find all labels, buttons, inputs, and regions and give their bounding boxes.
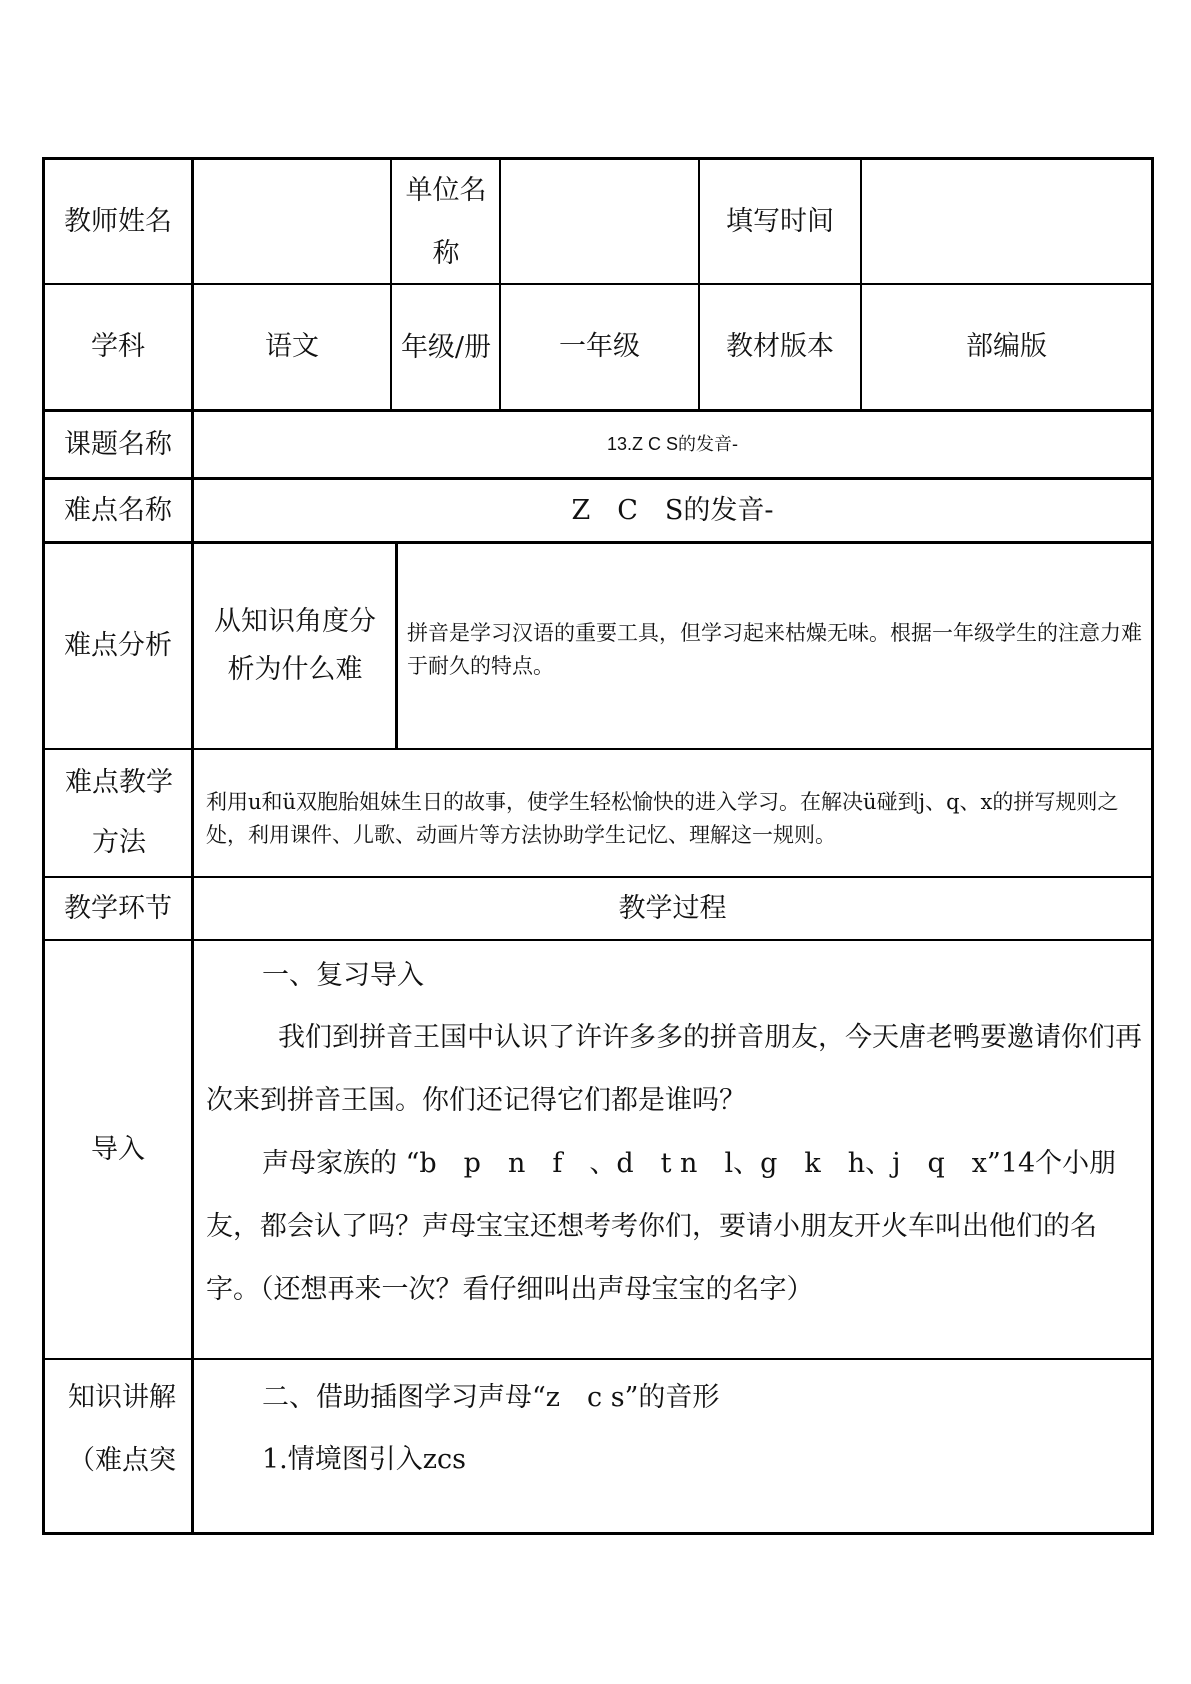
textbook-value: 部编版 (966, 331, 1047, 363)
unit-name-value (501, 160, 698, 283)
topic-value: 13.Z C S的发音- (606, 434, 739, 455)
fill-date-value (862, 160, 1151, 283)
intro-paragraph-2: 声母家族的 “b p n f 、d t n l、g k h、j q x”14个小朋友，都会认了吗？声母宝宝还想考考你们，要请小朋友开火车叫出他们的名字。（还想再来一次？看仔细叫出声母宝宝的名字） (206, 1148, 1117, 1305)
knowledge-label: 知识讲解（难点突 (68, 1382, 176, 1476)
grade-label: 年级/册 (400, 331, 492, 363)
row-sep-5 (42, 748, 1154, 750)
knowledge-item-1: 1.情境图引入zcs (262, 1444, 466, 1475)
intro-heading: 一、复习导入 (262, 960, 424, 991)
subject-value: 语文 (265, 331, 319, 363)
fill-date-label: 填写时间 (726, 205, 834, 237)
teacher-name-label: 教师姓名 (64, 205, 172, 237)
analysis-text: 拼音是学习汉语的重要工具，但学习起来枯燥无味。根据一年级学生的注意力难于耐久的特点。 (407, 621, 1142, 678)
difficulty-label: 难点名称 (64, 494, 172, 526)
teacher-name-value (194, 160, 390, 283)
grade-value: 一年级 (559, 331, 640, 363)
row-sep-7 (42, 939, 1154, 941)
border-right (1151, 157, 1154, 1535)
border-bottom (42, 1532, 1154, 1535)
method-text: 利用u和ü双胞胎姐妹生日的故事，使学生轻松愉快的进入学习。在解决ü碰到j、q、x的拼写规则之处，利用课件、儿歌、动画片等方法协助学生记忆、理解这一规则。 (206, 790, 1119, 847)
method-label: 难点教学方法 (65, 767, 173, 858)
analysis-sub-label: 从知识角度分析为什么难 (214, 606, 376, 685)
textbook-label: 教材版本 (726, 331, 834, 363)
analysis-label: 难点分析 (64, 630, 172, 662)
difficulty-value: Z C S的发音- (571, 494, 774, 526)
process-label: 教学环节 (64, 892, 172, 924)
knowledge-heading: 二、借助插图学习声母“z c s”的音形 (262, 1382, 720, 1413)
subject-label: 学科 (91, 331, 145, 363)
unit-name-label: 单位名称 (405, 174, 487, 269)
topic-label: 课题名称 (64, 428, 172, 460)
intro-paragraph-1: 我们到拼音王国中认识了许许多多的拼音朋友，今天唐老鸭要邀请你们再次来到拼音王国。你们还记得它们都是谁吗？ (206, 1022, 1142, 1116)
process-value: 教学过程 (618, 892, 727, 924)
row-sep-8 (42, 1358, 1154, 1360)
analysis-divider (395, 543, 398, 750)
intro-label: 导入 (91, 1133, 145, 1165)
